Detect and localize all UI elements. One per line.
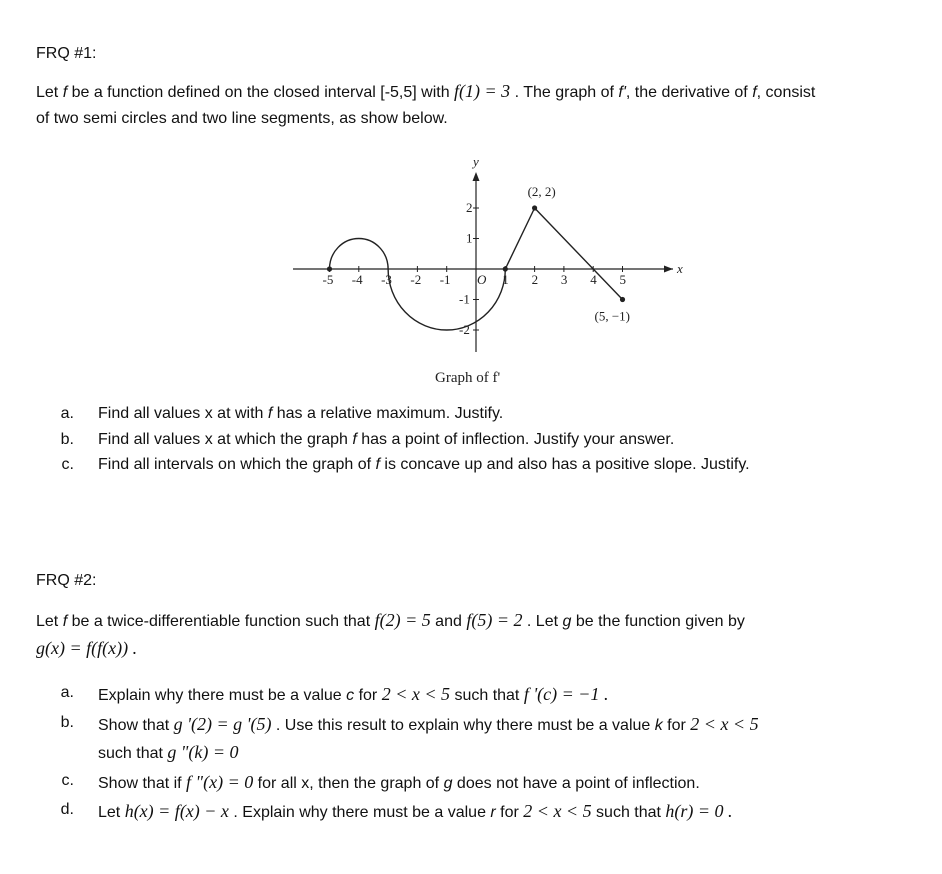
frq2-intro-line1 (36, 610, 745, 631)
x-tick-label: 2 (531, 272, 539, 287)
text: . Explain why there must be a value (228, 804, 491, 821)
frq1-intro-line2: of two semi circles and two line segments, as show below. (36, 110, 448, 127)
question-2b (60, 714, 759, 735)
text: is concave up and also has a positive slope. Justify. (379, 456, 750, 473)
var-f: f (62, 84, 68, 101)
endpoint-right (620, 297, 625, 302)
text: Find all intervals on which the graph of (98, 456, 376, 473)
text: such that (98, 745, 168, 762)
x-tick-label: -4 (351, 272, 363, 287)
frq2-heading: FRQ #2: (36, 572, 97, 589)
y-axis-label: y (473, 154, 479, 169)
x-tick-label: 1 (502, 272, 509, 287)
y-tick-label: -2 (459, 322, 470, 337)
x-tick-label: -3 (381, 272, 392, 287)
text: be a function defined on the closed interval [-5,5] with (67, 84, 455, 101)
frq2-g-definition: g(x) = f(f(x)) . (36, 638, 138, 658)
graph-caption: Graph of f' (435, 370, 501, 386)
text: does not have a point of inflection. (452, 775, 700, 792)
x-tick-label: -1 (439, 272, 451, 287)
text: such that (450, 687, 524, 704)
math-h-zero: h(r) = 0 . (665, 801, 733, 821)
text: Show that (98, 717, 174, 734)
frq1-intro-line1 (36, 81, 815, 102)
line-segment (535, 208, 623, 300)
text: Explain why there must be a value (98, 687, 347, 704)
x-tick-label: 4 (590, 272, 597, 287)
math-interval: 2 < x < 5 (381, 684, 450, 704)
derivative-graph (285, 152, 685, 387)
var-r: r (490, 804, 496, 821)
text: . The graph of (510, 84, 619, 101)
question-1c (61, 456, 750, 474)
var-f: f (267, 405, 273, 422)
math-interval: 2 < x < 5 (523, 801, 592, 821)
line-segment (505, 208, 534, 269)
text: . Use this result to explain why there must be a value (271, 717, 655, 734)
labels (323, 154, 684, 386)
x-tick-label: 3 (560, 272, 568, 287)
text: be a twice-differentiable function such that (67, 613, 375, 630)
var-f: f (375, 456, 380, 473)
point-1-0 (503, 266, 508, 271)
question-1b (60, 431, 675, 449)
question-letter: a. (60, 684, 74, 701)
math-fprime-c: f '(c) = −1 . (523, 684, 609, 704)
math-h-def: h(x) = f(x) − x (124, 801, 229, 821)
text: Find all values x at with (98, 405, 268, 422)
annotation-end: (5, −1) (594, 308, 630, 324)
var-fprime: f' (618, 84, 626, 101)
math-gprime: g '(2) = g '(5) (173, 714, 272, 734)
y-tick-label: 2 (466, 200, 473, 215)
text: has a relative maximum. Justify. (272, 405, 504, 422)
question-1a (60, 405, 504, 423)
var-f: f (62, 613, 68, 630)
question-2d (60, 801, 733, 822)
x-tick-label: -5 (322, 272, 334, 287)
var-g: g (443, 775, 453, 792)
x-tick-label: 5 (619, 272, 626, 287)
semicircle-upper (330, 239, 389, 270)
question-letter: d. (60, 801, 74, 818)
var-k: k (654, 717, 663, 734)
question-2c (61, 772, 700, 793)
frq1-heading: FRQ #1: (36, 45, 97, 62)
x-axis-label: x (677, 261, 683, 276)
var-c: c (346, 687, 355, 704)
text: such that (591, 804, 666, 821)
question-letter: b. (60, 431, 74, 448)
math-f5: f(5) = 2 (466, 610, 523, 630)
annotation-peak: (2, 2) (527, 184, 556, 199)
text: for (662, 717, 691, 734)
x-tick-label: O (477, 272, 487, 287)
question-2a (60, 684, 609, 705)
text: for all x, then the graph of (253, 775, 444, 792)
text: for (495, 804, 524, 821)
math-fdoubleprime: f "(x) = 0 (186, 772, 254, 792)
question-letter: b. (60, 714, 74, 731)
y-axis-arrow (473, 172, 480, 181)
endpoint-left (327, 266, 332, 271)
x-axis-arrow (664, 266, 673, 273)
math-f1: f(1) = 3 (454, 81, 511, 101)
question-2b-line2 (98, 742, 239, 763)
text: , consist (756, 84, 816, 101)
text: Find all values x at which the graph (98, 431, 353, 448)
y-tick-label: -1 (459, 291, 470, 307)
text: . Let (522, 613, 563, 630)
text: Show that if (98, 775, 187, 792)
question-letter: c. (61, 772, 74, 789)
text: Let (36, 84, 63, 101)
text: for (354, 687, 382, 704)
question-letter: c. (61, 456, 74, 473)
point-2-2 (532, 205, 537, 210)
text: Let (36, 613, 63, 630)
math-interval: 2 < x < 5 (690, 714, 759, 734)
text: be the function given by (571, 613, 745, 630)
text: and (430, 613, 467, 630)
math-f2: f(2) = 5 (374, 610, 431, 630)
y-tick-label: 1 (466, 230, 473, 246)
text: , the derivative of (625, 84, 753, 101)
axes (293, 172, 673, 352)
text: Let (98, 804, 125, 821)
var-f: f (352, 431, 357, 448)
text: has a point of inflection. Justify your answer. (356, 431, 675, 448)
math-gdoubleprime: g "(k) = 0 (167, 742, 239, 762)
question-letter: a. (60, 405, 74, 422)
x-tick-label: -2 (410, 272, 422, 287)
var-f: f (752, 84, 757, 101)
var-g: g (562, 613, 572, 630)
